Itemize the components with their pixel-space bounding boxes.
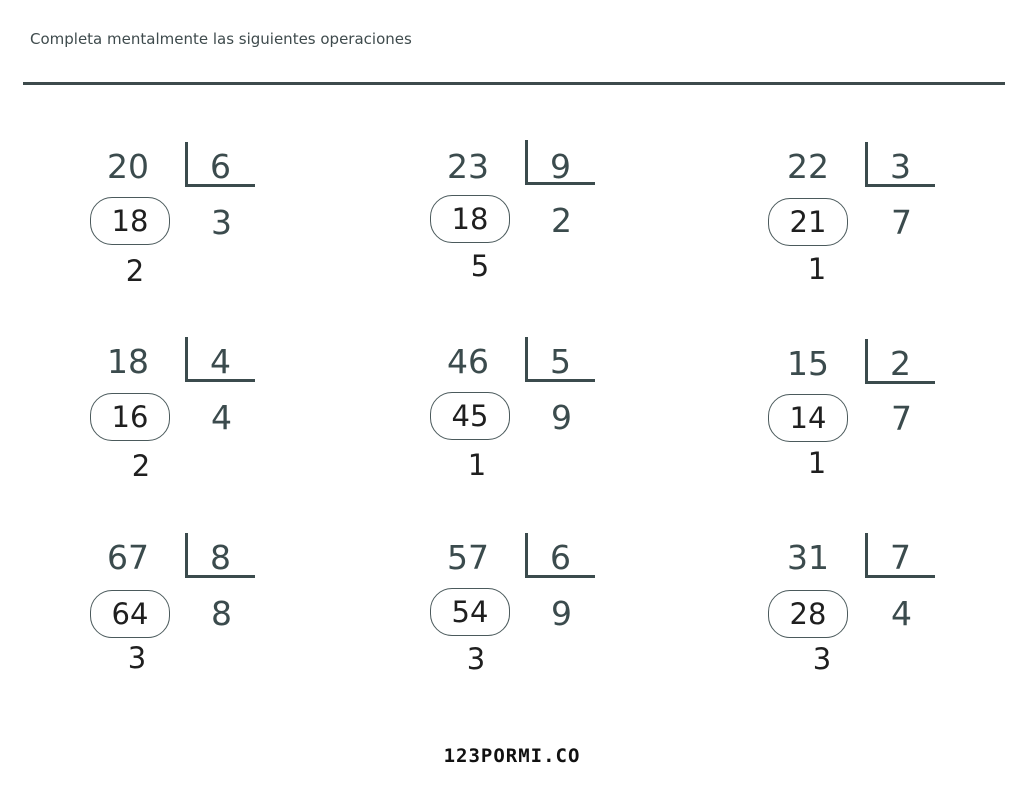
division-problem-1 [90,140,290,288]
quotient: 7 [891,203,912,242]
division-problem-7 [90,531,290,675]
product-answer: 14 [768,394,848,442]
dividend: 22 [787,147,829,186]
quotient: 4 [211,398,232,437]
quotient: 7 [891,399,912,438]
product-answer: 45 [430,392,510,440]
dividend: 67 [107,538,149,577]
remainder: 2 [131,449,151,483]
quotient: 4 [891,594,912,633]
dividend: 18 [107,342,149,381]
division-problem-9 [770,531,970,676]
dividend: 20 [107,147,149,186]
header-divider [23,82,1005,85]
dividend: 46 [447,342,489,381]
product-answer: 28 [768,590,848,638]
remainder: 3 [466,642,486,676]
remainder: 1 [467,448,487,482]
remainder: 3 [812,642,832,676]
product-answer: 18 [430,195,510,243]
division-problem-2 [430,140,630,283]
quotient: 9 [551,594,572,633]
dividend: 15 [787,344,829,383]
dividend: 23 [447,147,489,186]
division-problem-4 [90,335,290,483]
product-answer: 16 [90,393,170,441]
division-problem-8 [430,531,630,676]
dividend: 57 [447,538,489,577]
divisor: 9 [550,147,571,186]
division-problem-6 [770,335,970,480]
divisor: 8 [210,538,231,577]
remainder: 1 [807,446,827,480]
product-answer: 18 [90,197,170,245]
divisor: 5 [550,342,571,381]
remainder: 5 [470,249,490,283]
dividend: 31 [787,538,829,577]
divisor: 4 [210,342,231,381]
quotient: 8 [211,594,232,633]
quotient: 3 [211,203,232,242]
divisor: 2 [890,344,911,383]
product-answer: 21 [768,198,848,246]
brand-footer: 123PORMI.CO [443,745,581,767]
remainder: 2 [125,254,145,288]
division-problem-5 [430,335,630,482]
divisor: 6 [210,147,231,186]
remainder: 3 [127,641,147,675]
quotient: 9 [551,398,572,437]
product-answer: 64 [90,590,170,638]
divisor: 3 [890,147,911,186]
division-problem-3 [770,140,970,286]
remainder: 1 [807,252,827,286]
divisor: 6 [550,538,571,577]
divisor: 7 [890,538,911,577]
instruction-text: Completa mentalmente las siguientes operaciones [30,30,412,48]
product-answer: 54 [430,588,510,636]
quotient: 2 [551,201,572,240]
